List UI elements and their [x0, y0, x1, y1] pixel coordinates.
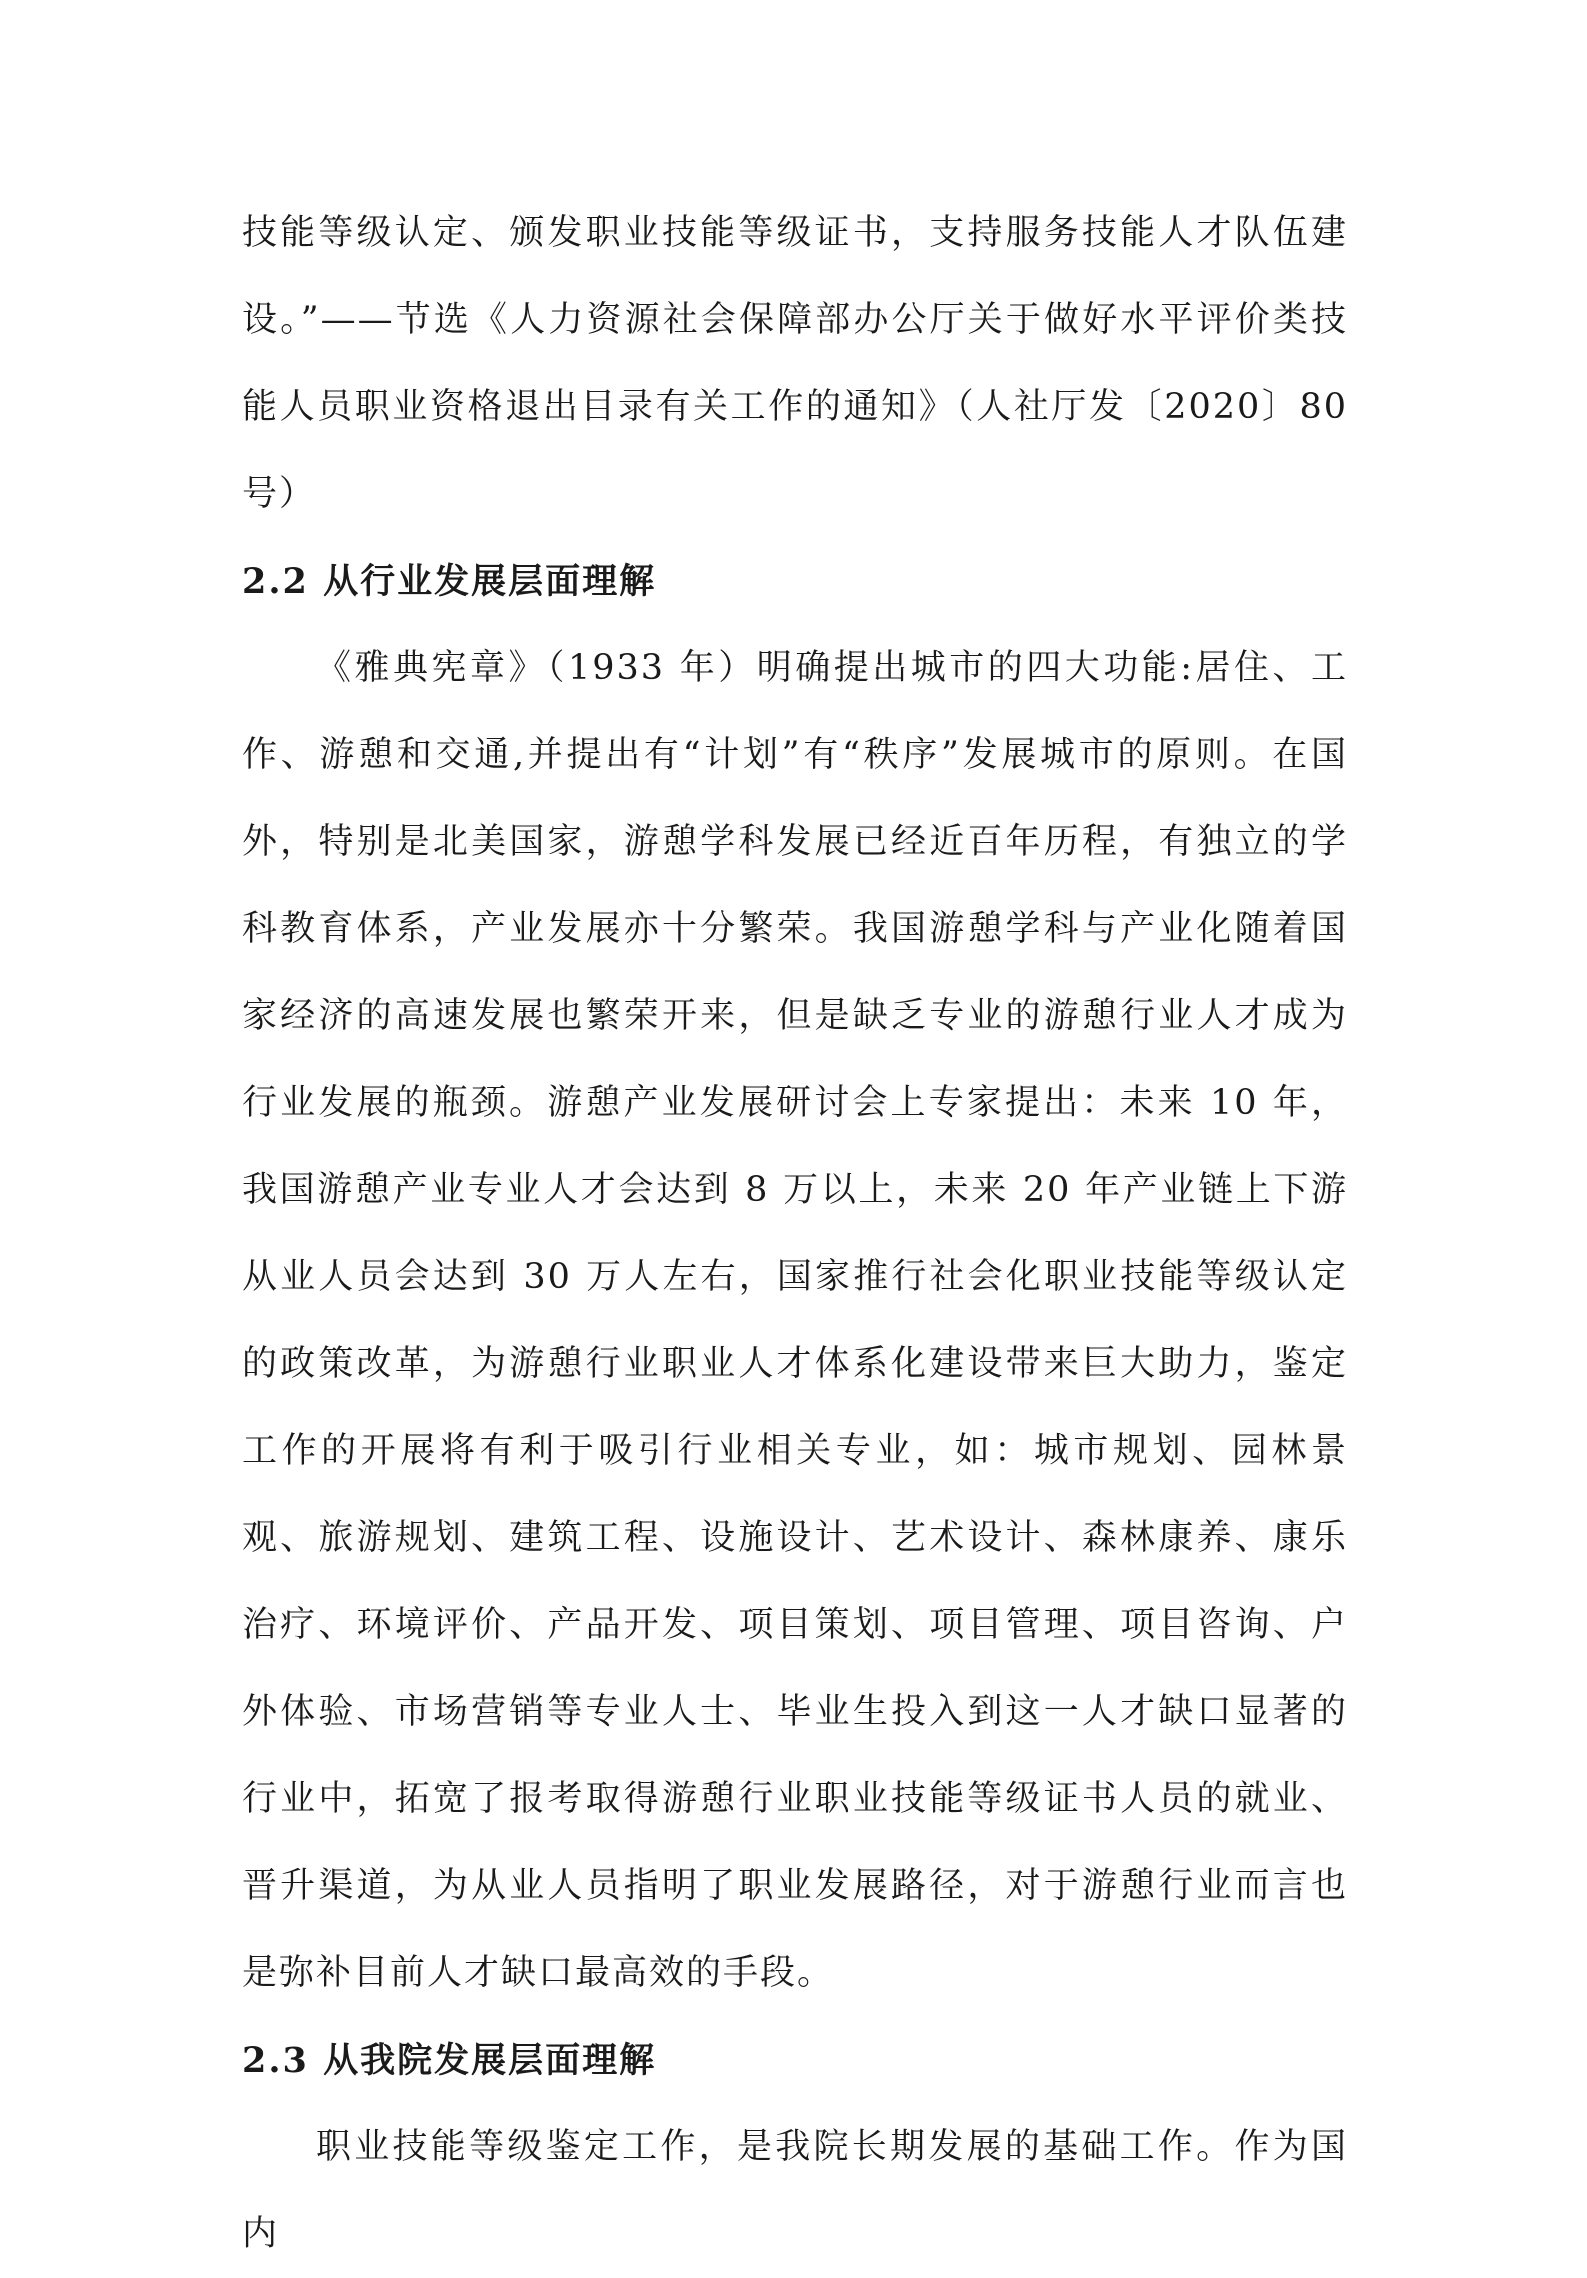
section-heading-2-3: 2.3 从我院发展层面理解 [242, 2040, 657, 2081]
paragraph-institute-development: 职业技能等级鉴定工作，是我院长期发展的基础工作。作为国内 [242, 2127, 1348, 2254]
section-heading-2-2: 2.2 从行业发展层面理解 [242, 561, 657, 602]
paragraph-industry-development: 《雅典宪章》（1933 年）明确提出城市的四大功能:居住、工作、游憩和交通,并提出有“计划”有“秩序”发展城市的原则。在国外，特别是北美国家，游憩学科发展已经近百年历程，有独立的学科教育体系，产业发展亦十分繁荣。我国游憩学科与产业化随着国家经济的高速发展也繁荣开来，但是缺乏专业的游憩行业人才成为行业发展的瓶颈。游憩产业发展研讨会上专家提出：未来 10 年，我国游憩产业专业人才会达到 8 万以上，未来 20 年产业链上下游从业人员会达到 30 万人左右，国家推行社会化职业技能等级认定的政策改革，为游憩行业职业人才体系化建设带来巨大助力，鉴定工作的开展将有利于吸引行业相关专业，如：城市规划、园林景观、旅游规划、建筑工程、设施设计、艺术设计、森林康养、康乐治疗、环境评价、产品开发、项目策划、项目管理、项目咨询、户外体验、市场营销等专业人士、毕业生投入到这一人才缺口显著的行业中，拓宽了报考取得游憩行业职业技能等级证书人员的就业、晋升渠道，为从业人员指明了职业发展路径，对于游憩行业而言也是弥补目前人才缺口最高效的手段。 [242, 648, 1348, 1993]
document-page [242, 190, 1348, 2278]
paragraph-notice-excerpt: 技能等级认定、颁发职业技能等级证书，支持服务技能人才队伍建设。”——节选《人力资源社会保障部办公厅关于做好水平评价类技能人员职业资格退出目录有关工作的通知》（人社厅发〔2020〕80号） [242, 213, 1348, 514]
